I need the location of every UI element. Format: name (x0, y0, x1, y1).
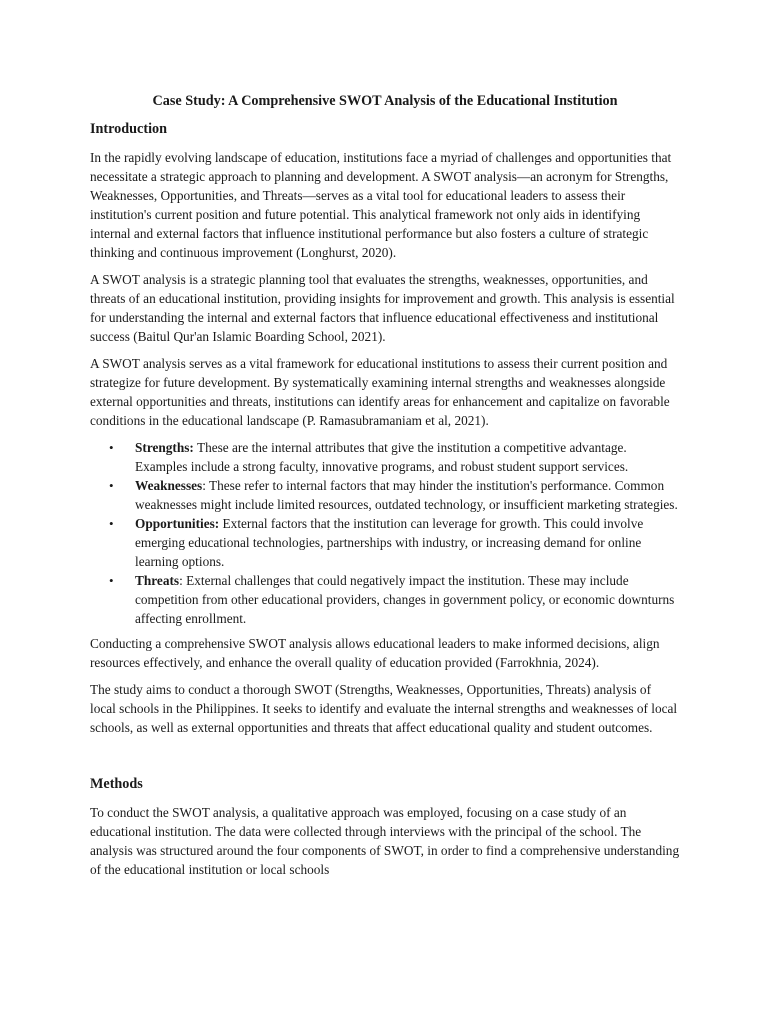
swot-description: External factors that the institution can leverage for growth. This could involve emerging educational technologies, partnerships with industry, or increasing demand for online learning options. (135, 516, 644, 569)
methods-heading: Methods (90, 776, 143, 792)
swot-term: Opportunities: (135, 516, 220, 531)
methods-paragraph-1: To conduct the SWOT analysis, a qualitative approach was employed, focusing on a case study of an educational institution. The data were collected through interviews with the principal of the school. The analysis was structured around the four components of SWOT, in order to find a comprehensive understanding of the educational institution or local schools (90, 805, 680, 877)
swot-item-opportunities (109, 514, 680, 571)
bullet-dot: • (109, 440, 114, 455)
swot-term: Strengths: (135, 440, 194, 455)
swot-description: : These refer to internal factors that may hinder the institution's performance. Common weaknesses might include limited resources, outdated technology, or insufficient marketing strategies. (135, 478, 678, 512)
swot-description: : External challenges that could negatively impact the institution. These may include competition from other educational providers, changes in government policy, or economic downturns affecting enrollment. (135, 573, 675, 626)
closing-paragraph-2: The study aims to conduct a thorough SWOT (Strengths, Weaknesses, Opportunities, Threats) analysis of local schools in the Philippines. It seeks to identify and evaluate the internal strengths and weaknesses of local schools, as well as external opportunities and threats that affect educational quality and student outcomes. (90, 682, 678, 735)
swot-item-weaknesses (109, 476, 680, 514)
swot-item-strengths (109, 438, 680, 476)
introduction-heading: Introduction (90, 121, 167, 137)
swot-item-threats (109, 571, 680, 628)
document-title: Case Study: A Comprehensive SWOT Analysis of the Educational Institution (152, 93, 618, 109)
intro-paragraph-2: A SWOT analysis is a strategic planning tool that evaluates the strengths, weaknesses, opportunities, and threats of an educational institution, providing insights for improvement and growth. This analysis is essential for understanding the internal and external factors that influence educational effectiveness and institutional success (Baitul Qur'an Islamic Boarding School, 2021). (90, 272, 675, 344)
swot-term: Threats (135, 573, 180, 588)
swot-description: These are the internal attributes that give the institution a competitive advantage. Examples include a strong faculty, innovative programs, and robust student support services. (135, 440, 629, 474)
intro-paragraph-3: A SWOT analysis serves as a vital framework for educational institutions to assess their current position and strategize for future development. By systematically examining internal strengths and weaknesses alongside external opportunities and threats, institutions can identify areas for enhancement and capitalize on favorable conditions in the educational landscape (P. Ramasubramaniam et al, 2021). (90, 356, 670, 428)
bullet-dot: • (109, 573, 114, 588)
swot-bullet-list (90, 438, 680, 628)
closing-paragraph-1: Conducting a comprehensive SWOT analysis allows educational leaders to make informed decisions, align resources effectively, and enhance the overall quality of education provided (Farrokhnia, 2024). (90, 636, 660, 670)
bullet-dot: • (109, 516, 114, 531)
intro-paragraph-1: In the rapidly evolving landscape of education, institutions face a myriad of challenges and opportunities that necessitate a strategic approach to planning and development. A SWOT analysis—an acronym for Strengths, Weaknesses, Opportunities, and Threats—serves as a vital tool for educational leaders to assess their institution's current position and future potential. This analytical framework not only aids in identifying internal and external factors that influence institutional performance but also fosters a culture of strategic thinking and continuous improvement (Longhurst, 2020). (90, 150, 672, 260)
bullet-dot: • (109, 478, 114, 493)
swot-term: Weaknesses (135, 478, 203, 493)
